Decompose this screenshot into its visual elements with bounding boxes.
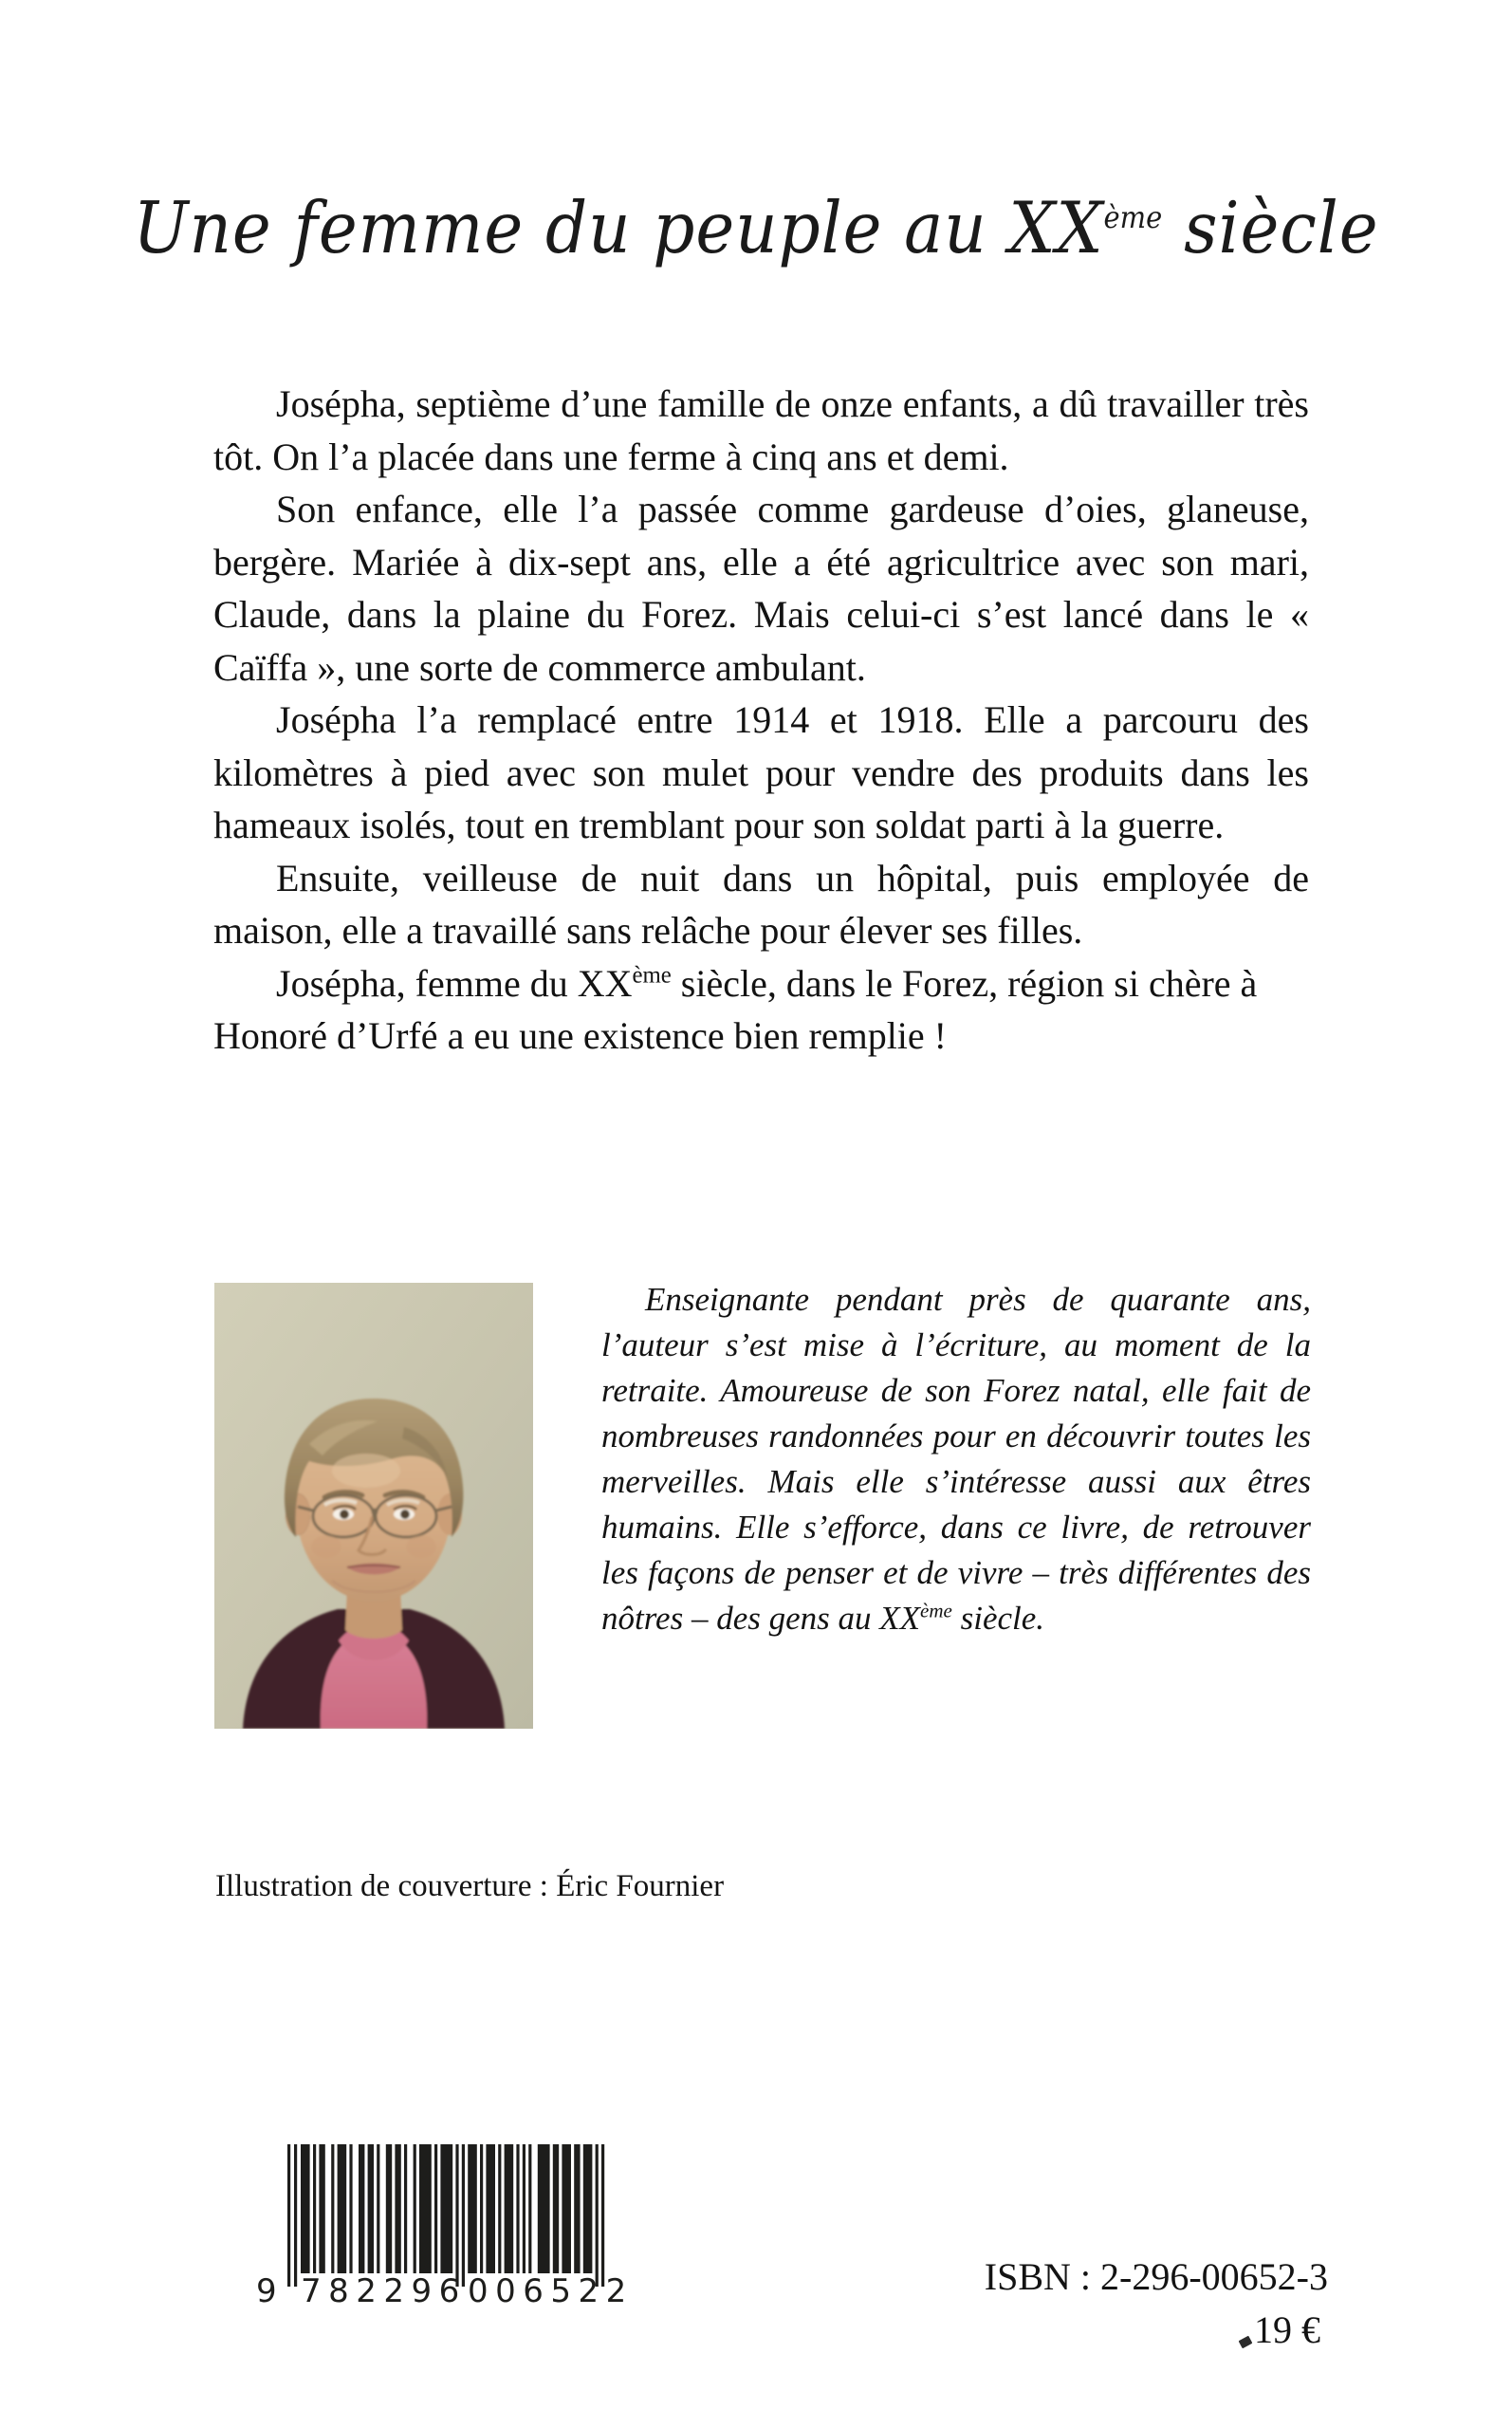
author-bio-post: siècle. [951, 1600, 1045, 1637]
barcode-lead-digit: 9 [256, 2272, 277, 2310]
price-text: 19 € [1254, 2308, 1320, 2351]
author-bio-paragraph [601, 1277, 1311, 1641]
isbn-price-block [882, 2251, 1328, 2357]
blurb-paragraph: Josépha, septième d’une famille de onze enfants, a dû travailler très tôt. On l’a placée dans une ferme à cinq ans et demi. [213, 382, 1309, 478]
page-title-tail: siècle [1162, 186, 1379, 269]
author-bio [601, 1277, 1311, 1641]
book-blurb [213, 378, 1309, 1063]
blurb-paragraph: Son enfance, elle l’a passée comme gardeuse d’oies, glaneuse, bergère. Mariée à dix-sept ans, elle a été agricultrice avec son mari, Claude, dans la plaine du Forez. Mais celui-ci s’est lancé dans le « Caïffa », une sorte de commerce ambulant. [213, 488, 1309, 689]
author-bio-superscript: ème [920, 1599, 952, 1622]
blurb-final-superscript: ème [632, 962, 672, 989]
barcode-right-digits: 006522 [468, 2272, 634, 2310]
cover-illustration-credit: Illustration de couverture : Éric Fournier [215, 1869, 725, 1903]
ean13-barcode [251, 2137, 634, 2326]
page-title-superscript: ème [1103, 201, 1163, 235]
author-portrait-photo [214, 1283, 533, 1729]
isbn-text: ISBN : 2-296-00652-3 [984, 2255, 1328, 2298]
barcode-left-digits: 782296 [301, 2272, 467, 2310]
blurb-paragraph-final [213, 957, 1309, 1063]
blurb-paragraph: Ensuite, veilleuse de nuit dans un hôpital, puis employée de maison, elle a travaillé sans relâche pour élever ses filles. [213, 856, 1309, 952]
blurb-final-pre: Josépha, femme du XX [276, 961, 633, 1005]
blurb-final-post: siècle, dans le Forez, région si chère à Honoré d’Urfé a eu une existence bien remplie ! [213, 961, 1258, 1057]
author-portrait-illustration [214, 1283, 533, 1729]
page-title [61, 186, 1451, 269]
blurb-paragraph: Josépha l’a remplacé entre 1914 et 1918. Elle a parcouru des kilomètres à pied avec son mulet pour vendre des produits dans les hameaux isolés, tout en tremblant pour son soldat parti à la guerre. [213, 698, 1309, 846]
page-title-main: Une femme du peuple au XX [133, 186, 1104, 269]
author-bio-pre: Enseignante pendant près de quarante ans, l’auteur s’est mise à l’écriture, au moment de la retraite. Amoureuse de son Forez natal, elle fait de nombreuses randonnées pour en découvrir toutes les merveilles. Mais elle s’intéresse aussi aux êtres humains. Elle s’efforce, dans ce livre, de retrouver les façons de penser et de vivre – très différentes des nôtres – des gens au XX [601, 1281, 1311, 1637]
